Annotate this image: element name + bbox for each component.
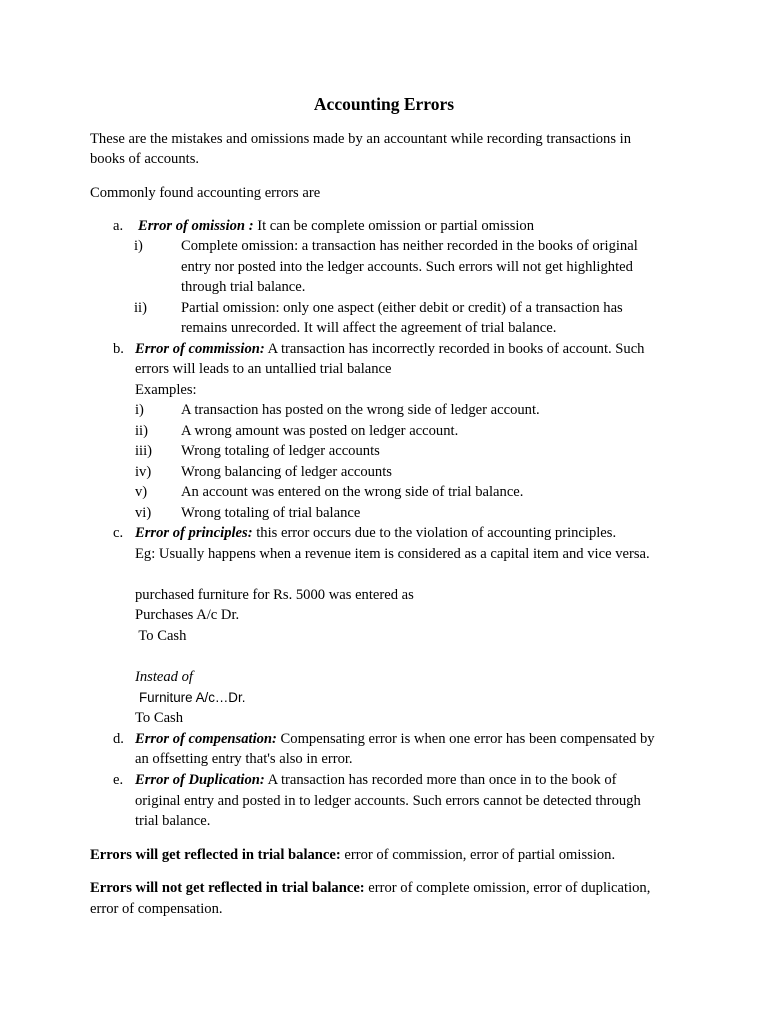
principles-eg: Eg: Usually happens when a revenue item is considered as a capital item and vice versa. <box>135 546 650 562</box>
list-marker-b: b. <box>113 341 124 357</box>
not-reflected-label: Errors will not get reflected in trial balance: <box>90 880 365 896</box>
omission-description: It can be complete omission or partial omission <box>253 218 535 234</box>
page-title: Accounting Errors <box>313 94 455 114</box>
list-marker-a: a. <box>113 218 124 234</box>
not-reflected-text: error of complete omission, error of duplication, <box>364 880 651 896</box>
list-item-commission <box>135 339 644 360</box>
term-error-of-omission: Error of omission : <box>138 218 254 234</box>
term-error-of-duplication: Error of Duplication: <box>135 772 265 788</box>
furniture-entry: Furniture A/c…Dr. <box>139 690 246 705</box>
partial-omission-line-2: remains unrecorded. It will affect the agreement of trial balance. <box>181 320 557 336</box>
commission-line-2: errors will leads to an untallied trial balance <box>135 361 392 377</box>
duplication-line-2: original entry and posted in to ledger accounts. Such errors cannot be detected through <box>135 793 641 809</box>
list-item-principles <box>135 523 616 544</box>
examples-label: Examples: <box>135 382 197 398</box>
sub-marker-b-i: i) <box>135 402 144 418</box>
principles-example-line-3: To Cash <box>135 628 187 644</box>
list-marker-c: c. <box>113 525 124 541</box>
list-item-duplication <box>135 770 617 791</box>
compensation-description: Compensating error is when one error has been compensated by <box>276 731 655 747</box>
sub-marker-b-iv: iv) <box>135 464 152 480</box>
principles-example-line-2: Purchases A/c Dr. <box>135 607 240 623</box>
commission-description: A transaction has incorrectly recorded in books of account. Such <box>264 341 645 357</box>
term-error-of-principles: Error of principles: <box>135 525 253 541</box>
duplication-description: A transaction has recorded more than once in to the book of <box>264 772 617 788</box>
list-marker-e: e. <box>113 772 124 788</box>
reflected-text: error of commission, error of partial omission. <box>340 847 616 863</box>
commission-example-2: A wrong amount was posted on ledger account. <box>181 423 459 439</box>
list-item-omission <box>138 216 534 237</box>
list-marker-d: d. <box>113 731 124 747</box>
commission-example-4: Wrong balancing of ledger accounts <box>181 464 392 480</box>
complete-omission-line-1: Complete omission: a transaction has neither recorded in the books of original <box>181 238 638 254</box>
compensation-line-2: an offsetting entry that's also in error. <box>135 751 353 767</box>
intro-line-1: These are the mistakes and omissions made by an accountant while recording transactions in <box>90 131 632 147</box>
commission-example-3: Wrong totaling of ledger accounts <box>181 443 380 459</box>
not-reflected-summary <box>90 878 650 899</box>
reflected-summary <box>90 845 615 866</box>
sub-marker-a-i: i) <box>134 238 143 254</box>
commission-example-1: A transaction has posted on the wrong side of ledger account. <box>181 402 540 418</box>
to-cash-entry: To Cash <box>135 710 184 726</box>
term-error-of-commission: Error of commission: <box>135 341 265 357</box>
not-reflected-line-2: error of compensation. <box>90 901 223 917</box>
instead-of-label: Instead of <box>135 669 193 685</box>
sub-marker-b-vi: vi) <box>135 505 152 521</box>
common-errors-intro: Commonly found accounting errors are <box>90 185 321 201</box>
principles-description: this error occurs due to the violation of accounting principles. <box>252 525 617 541</box>
sub-marker-b-v: v) <box>135 484 148 500</box>
sub-marker-b-ii: ii) <box>135 423 148 439</box>
complete-omission-line-3: through trial balance. <box>181 279 306 295</box>
duplication-line-3: trial balance. <box>135 813 211 829</box>
term-error-of-compensation: Error of compensation: <box>135 731 277 747</box>
sub-marker-a-ii: ii) <box>134 300 147 316</box>
commission-example-5: An account was entered on the wrong side of trial balance. <box>181 484 524 500</box>
reflected-label: Errors will get reflected in trial balance: <box>90 847 341 863</box>
list-item-compensation <box>135 729 655 750</box>
principles-example-line-1: purchased furniture for Rs. 5000 was entered as <box>135 587 414 603</box>
commission-example-6: Wrong totaling of trial balance <box>181 505 361 521</box>
sub-marker-b-iii: iii) <box>135 443 153 459</box>
complete-omission-line-2: entry nor posted into the ledger accounts. Such errors will not get highlighted <box>181 259 633 275</box>
partial-omission-line-1: Partial omission: only one aspect (either debit or credit) of a transaction has <box>181 300 623 316</box>
intro-line-2: books of accounts. <box>90 151 200 167</box>
